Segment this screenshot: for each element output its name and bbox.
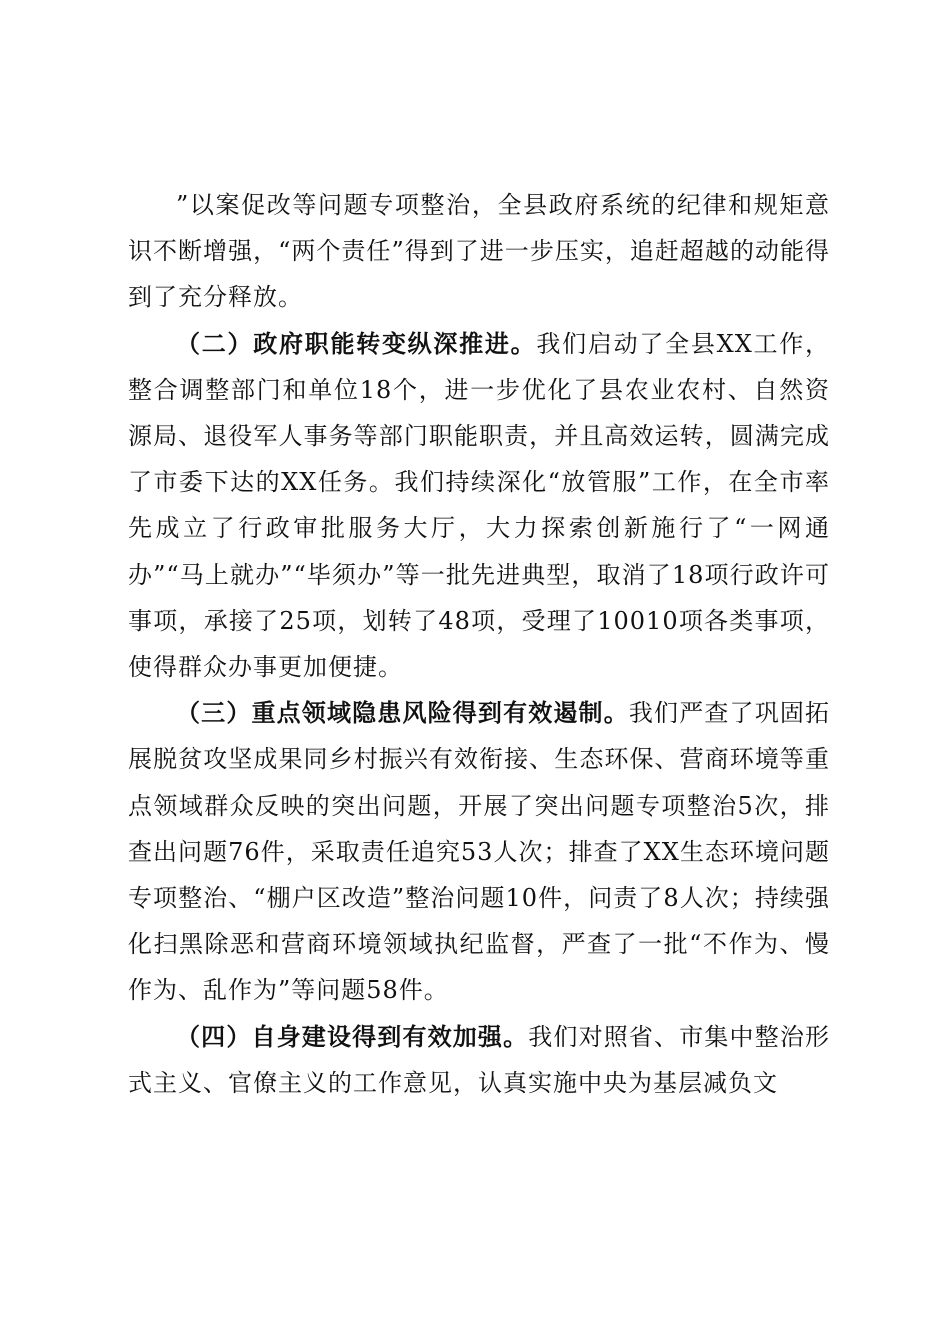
paragraph-heading: （四）自身建设得到有效加强。 <box>176 1022 529 1051</box>
document-body <box>128 182 830 1106</box>
paragraph-government-function <box>128 321 830 691</box>
paragraph-text: ”以案促改等问题专项整治，全县政府系统的纪律和规矩意识不断增强，“两个责任”得到了进一步压实，追赶超越的动能得到了充分释放。 <box>128 191 830 312</box>
paragraph-text: 我们严查了巩固拓展脱贫攻坚成果同乡村振兴有效衔接、生态环保、营商环境等重点领域群众反映的突出问题，开展了突出问题专项整治5次，排查出问题76件，采取责任追究53人次；排查了XX生态环境问题专项整治、“棚户区改造”整治问题10件，问责了8人次；持续强化扫黑除恶和营商环境领域执纪监督，严查了一批“不作为、慢作为、乱作为”等问题58件。 <box>128 699 831 1005</box>
paragraph-continuation <box>128 182 830 321</box>
paragraph-self-construction <box>128 1014 830 1106</box>
paragraph-text: 我们对照省、市集中整治形式主义、官僚主义的工作意见，认真实施中央为基层减负文 <box>128 1022 831 1097</box>
paragraph-risk-control <box>128 690 830 1013</box>
paragraph-heading: （二）政府职能转变纵深推进。 <box>176 329 537 358</box>
paragraph-text: 我们启动了全县XX工作，整合调整部门和单位18个，进一步优化了县农业农村、自然资源局、退役军人事务等部门职能职责，并且高效运转，圆满完成了市委下达的XX任务。我们持续深化“放管服”工作，在全市率先成立了行政审批服务大厅，大力探索创新施行了“一网通办”“马上就办”“毕须办”等一批先进典型，取消了18项行政许可事项，承接了25项，划转了48项，受理了10010项各类事项，使得群众办事更加便捷。 <box>128 329 831 682</box>
paragraph-heading: （三）重点领域隐患风险得到有效遏制。 <box>176 699 629 728</box>
